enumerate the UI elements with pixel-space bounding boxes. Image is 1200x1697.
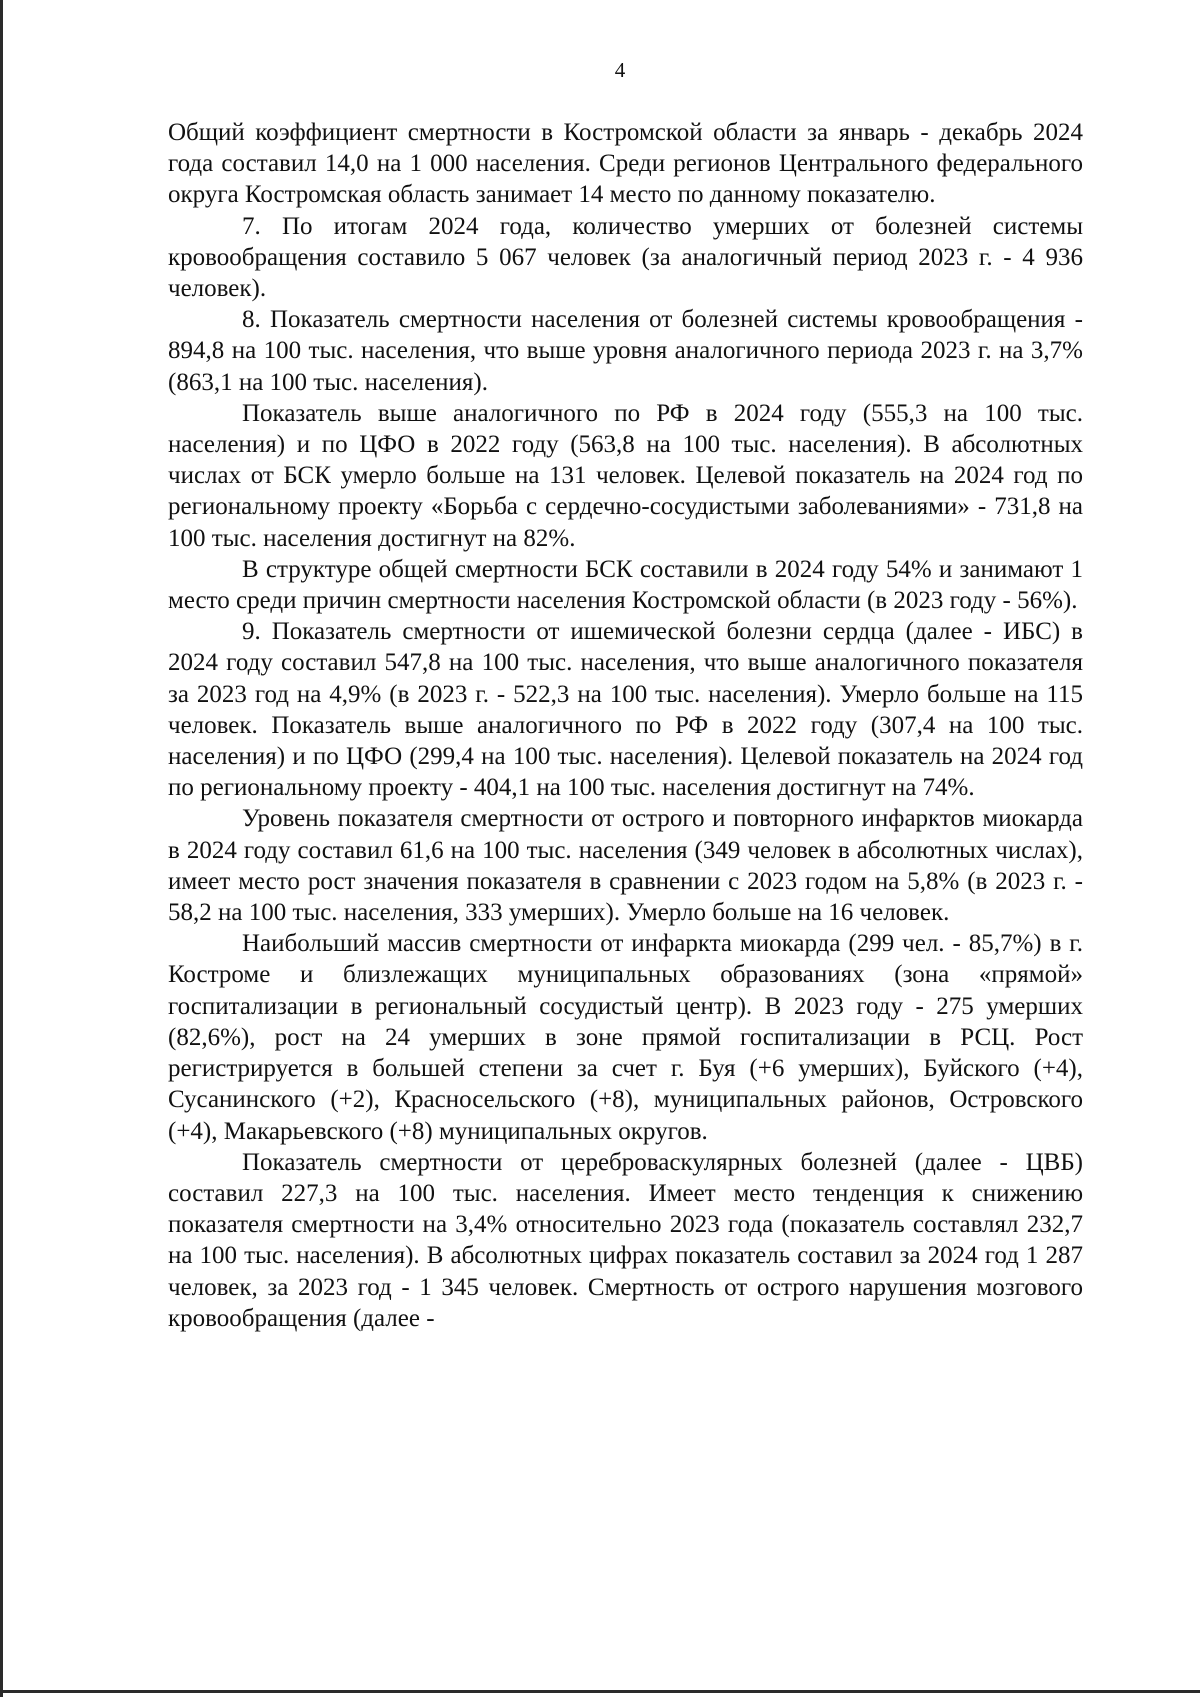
- paragraph-cvb: Показатель смертности от цереброваскулярных болезней (далее - ЦВБ) составил 227,3 на 100 тыс. населения. Имеет место тенденция к снижению показателя смертности на 3,4% относительно 2023 года (показатель составлял 232,7 на 100 тыс. населения). В абсолютных цифрах показатель составил за 2024 год 1 287 человек, за 2023 год - 1 345 человек. Смертность от острого нарушения мозгового кровообращения (далее -: [168, 1148, 1083, 1332]
- paragraph-item-8: 8. Показатель смертности населения от болезней системы кровообращения - 894,8 на 100 тыс. населения, что выше уровня аналогичного периода 2023 г. на 3,7% (863,1 на 100 тыс. населения).: [168, 306, 1083, 396]
- paragraph-infarction-distribution: Наибольший массив смертности от инфаркта миокарда (299 чел. - 85,7%) в г. Костроме и близлежащих муниципальных образованиях (зона «прямой» госпитализации в региональный сосудистый центр). В 2023 году - 275 умерших (82,6%), рост на 24 умерших в зоне прямой госпитализации в РСЦ. Рост регистрируется в большей степени за счет г. Буя (+6 умерших), Буйского (+4), Сусанинского (+2), Красносельского (+8), муниципальных районов, Островского (+4), Макарьевского (+8) муниципальных округов.: [168, 930, 1083, 1145]
- paragraph-item-7: 7. По итогам 2024 года, количество умерших от болезней системы кровообращения составило 5 067 человек (за аналогичный период 2023 г. - 4 936 человек).: [168, 212, 1083, 303]
- paragraph-bsk-structure: В структуре общей смертности БСК составили в 2024 году 54% и занимают 1 место среди причин смертности населения Костромской области (в 2023 году - 56%).: [168, 555, 1083, 615]
- scan-edge-left: [0, 0, 3, 1697]
- paragraph-bsk-comparison: Показатель выше аналогичного по РФ в 2024 году (555,3 на 100 тыс. населения) и по ЦФО в 2022 году (563,8 на 100 тыс. населения). В абсолютных числах от БСК умерло больше на 131 человек. Целевой показатель на 2024 год по региональному проекту «Борьба с сердечно-сосудистыми заболеваниями» - 731,8 на 100 тыс. населения достигнут на 82%.: [168, 399, 1083, 552]
- page-number: 4: [614, 58, 626, 82]
- document-body: [168, 117, 1083, 1334]
- scan-edge-bottom: [0, 1690, 1200, 1693]
- paragraph-item-9-ibs: 9. Показатель смертности от ишемической болезни сердца (далее - ИБС) в 2024 году составил 547,8 на 100 тыс. населения, что выше аналогичного показателя за 2023 год на 4,9% (в 2023 г. - 522,3 на 100 тыс. населения). Умерло больше на 115 человек. Показатель выше аналогичного по РФ в 2022 году (307,4 на 100 тыс. населения) и по ЦФО (299,4 на 100 тыс. населения). Целевой показатель на 2024 год по региональному проекту - 404,1 на 100 тыс. населения достигнут на 74%.: [168, 618, 1083, 802]
- paragraph-mortality-rate: Общий коэффициент смертности в Костромской области за январь - декабрь 2024 года составил 14,0 на 1 000 населения. Среди регионов Центрального федерального округа Костромская область занимает 14 место по данному показателю.: [168, 119, 1083, 209]
- paragraph-myocardial-infarction: Уровень показателя смертности от острого и повторного инфарктов миокарда в 2024 году составил 61,6 на 100 тыс. населения (349 человек в абсолютных числах), имеет место рост значения показателя в сравнении с 2023 годом на 5,8% (в 2023 г. - 58,2 на 100 тыс. населения, 333 умерших). Умерло больше на 16 человек.: [168, 805, 1083, 927]
